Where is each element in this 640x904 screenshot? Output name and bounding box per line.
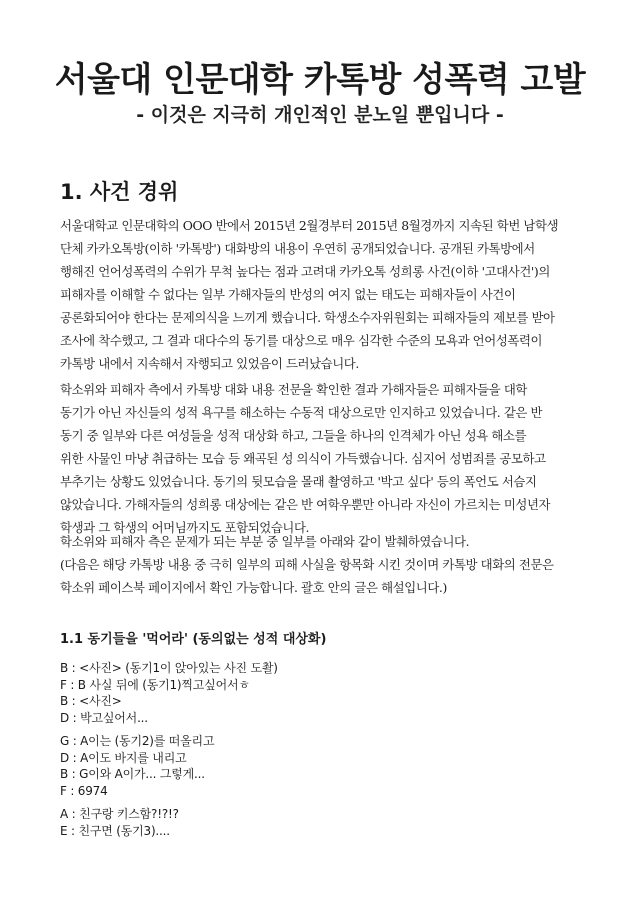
paragraph-excerpt-note <box>60 530 580 599</box>
chat-excerpt-group <box>60 733 214 799</box>
text-line: 학소위와 피해자 측은 문제가 되는 부분 중 일부를 아래와 같이 발췌하였습니다. <box>60 534 470 549</box>
paragraph-incident-overview <box>60 214 580 375</box>
chat-line: D : A이도 바지를 내리고 <box>60 750 187 765</box>
chat-line: B : <사진> (동기1이 앉아있는 사진 도촬) <box>60 661 278 675</box>
text-line: 학생과 그 학생의 어머님까지도 포함되었습니다. <box>60 520 310 535</box>
chat-line: G : A이는 (동기2)를 떠올리고 <box>60 734 215 748</box>
text-line: 조사에 착수했고, 그 결과 대다수의 동기를 대상으로 매우 심각한 수준의 모욕과 언어성폭력이 <box>60 333 543 348</box>
text-line: 동기 중 일부와 다른 여성들을 성적 대상화 하고, 그들을 하나의 인격체가 아닌 성욕 해소를 <box>60 428 527 443</box>
text-line: (다음은 해당 카톡방 내용 중 극히 일부의 피해 사실을 항목화 시킨 것이며 카톡방 대화의 전문은 <box>60 557 554 572</box>
document-title: 서울대 인문대학 카톡방 성폭력 고발 <box>54 60 586 100</box>
text-line: 단체 카카오톡방(이하 '카톡방') 대화방의 내용이 우연히 공개되었습니다. 공개된 카톡방에서 <box>60 241 535 256</box>
chat-line: F : 6974 <box>60 783 108 798</box>
text-line: 부추기는 상황도 있었습니다. 동기의 뒷모습을 몰래 촬영하고 '박고 싶다' 등의 폭언도 서슴지 <box>60 474 537 489</box>
paragraph-findings <box>60 378 580 539</box>
chat-excerpt-group <box>60 806 179 839</box>
text-line: 학소위 페이스북 페이지에서 확인 가능합니다. 괄호 안의 글은 해설입니다.) <box>60 580 447 595</box>
text-line: 동기가 아닌 자신들의 성적 욕구를 해소하는 수동적 대상으로만 인지하고 있었습니다. 같은 반 <box>60 405 543 420</box>
text-line: 위한 사물인 마냥 취급하는 모습 등 왜곡된 성 의식이 가득했습니다. 심지어 성범죄를 공모하고 <box>60 451 546 466</box>
chat-line: A : 친구랑 키스함?!?!? <box>60 807 179 821</box>
text-line: 피해자를 이해할 수 없다는 일부 가해자들의 반성의 여지 없는 태도는 피해자들이 사건이 <box>60 287 516 302</box>
document-subtitle: - 이것은 지극히 개인적인 분노일 뿐입니다 - <box>136 104 504 126</box>
chat-line: B : G이와 A이가... 그렇게... <box>60 767 205 781</box>
text-line: 않았습니다. 가해자들의 성희롱 대상에는 같은 반 여학우뿐만 아니라 자신이 가르치는 미성년자 <box>60 497 551 512</box>
chat-line: D : 박고싶어서... <box>60 710 148 725</box>
text-line: 카톡방 내에서 지속해서 자행되고 있었음이 드러났습니다. <box>60 356 359 371</box>
chat-line: F : B 사실 뒤에 (동기1)찍고싶어서ㅎ <box>60 677 250 692</box>
chat-excerpt-group <box>60 660 278 726</box>
text-line: 공론화되어야 한다는 문제의식을 느끼게 했습니다. 학생소수자위원회는 피해자들의 제보를 받아 <box>60 310 555 325</box>
subsection-heading: 1.1 동기들을 '먹어라' (동의없는 성적 대상화) <box>60 632 327 647</box>
chat-line: E : 친구면 (동기3).... <box>60 823 170 838</box>
text-line: 행해진 언어성폭력의 수위가 무척 높다는 점과 고려대 카카오톡 성희롱 사건(이하 '고대사건')의 <box>60 264 550 279</box>
chat-line: B : <사진> <box>60 694 122 708</box>
text-line: 서울대학교 인문대학의 OOO 반에서 2015년 2월경부터 2015년 8월경까지 지속된 학번 남학생 <box>60 218 559 233</box>
text-line: 학소위와 피해자 측에서 카톡방 대화 내용 전문을 확인한 결과 가해자들은 피해자들을 대학 <box>60 382 527 397</box>
section-heading-incident: 1. 사건 경위 <box>60 180 179 204</box>
